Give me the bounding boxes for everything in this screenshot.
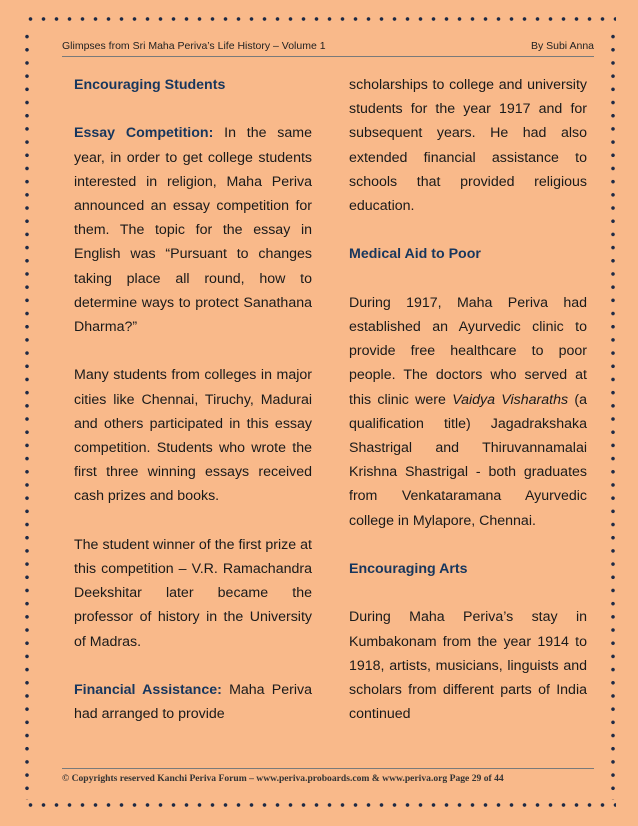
dotted-border-right	[610, 30, 616, 800]
essay-competition-paragraph	[74, 121, 312, 339]
dotted-border-top	[24, 16, 616, 22]
medical-aid-paragraph	[349, 291, 587, 533]
financial-assistance-paragraph	[74, 678, 312, 726]
heading-encouraging-arts: Encouraging Arts	[349, 561, 468, 578]
arts-paragraph: During Maha Periva’s stay in Kumbakonam from the year 1914 to 1918, artists, musicians, linguists and scholars from different parts of India continued	[349, 609, 587, 723]
heading-medical-aid: Medical Aid to Poor	[349, 246, 481, 263]
header-title: Glimpses from Sri Maha Periva’s Life History – Volume 1	[62, 40, 326, 52]
vaidya-visharaths-term: Vaidya Visharaths	[452, 391, 569, 408]
medical-aid-text-2: (a qualification title) Jagadrakshaka Shastrigal and Thiruvannamalai Krishna Shastrigal - both graduates from Venkataramana Ayurvedic college in Mylapore, Chennai.	[349, 391, 587, 529]
medical-aid-text-1: During 1917, Maha Periva had established an Ayurvedic clinic to provide free healthcare to poor people. The doctors who served at this clinic were	[349, 294, 587, 408]
right-column	[349, 73, 587, 726]
scholarships-paragraph: scholarships to college and university students for the year 1917 and for subsequent years. He had also extended financial assistance to schools that provided religious education.	[349, 77, 587, 215]
winner-paragraph: The student winner of the first prize at this competition – V.R. Ramachandra Deekshitar later became the professor of history in the University of Madras.	[74, 536, 312, 650]
financial-assistance-label: Financial Assistance:	[74, 682, 222, 699]
financial-assistance-text: Maha Periva had arranged to provide	[74, 682, 312, 723]
left-column	[74, 73, 312, 726]
heading-encouraging-students: Encouraging Students	[74, 77, 226, 93]
dotted-border-bottom	[24, 802, 616, 808]
essay-competition-text: In the same year, in order to get college students interested in religion, Maha Periva announced an essay competition for them. The topic for the essay in English was “Pursuant to changes taking place all round, how to determine ways to protect Sanathana Dharma?”	[74, 125, 312, 336]
header-author: By Subi Anna	[530, 40, 594, 52]
students-paragraph: Many students from colleges in major cities like Chennai, Tiruchy, Madurai and others participated in this essay competition. Students who wrote the first three winning essays received cash prizes and books.	[74, 367, 312, 505]
page-footer: © Copyrights reserved Kanchi Periva Forum – www.periva.proboards.com & www.periva.org Page 29 of 44	[62, 768, 594, 784]
essay-competition-label: Essay Competition:	[74, 125, 214, 142]
page-header	[62, 40, 594, 57]
dotted-border-left	[24, 30, 30, 800]
